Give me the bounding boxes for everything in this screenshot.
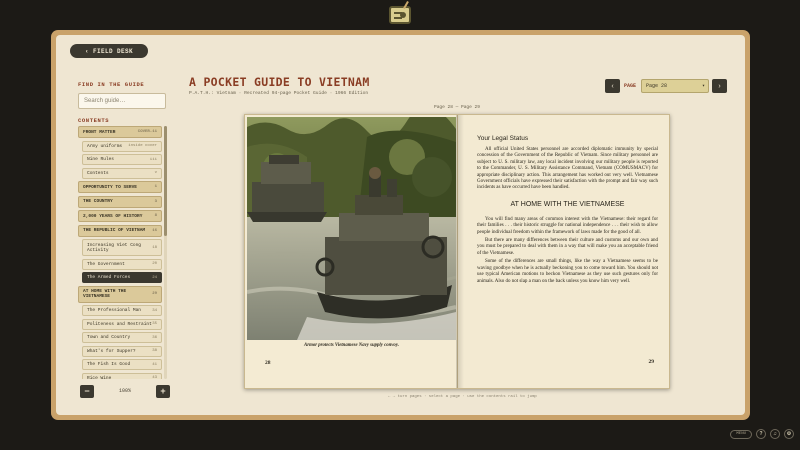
toc-item[interactable] bbox=[82, 259, 162, 270]
toc-item[interactable] bbox=[78, 126, 162, 138]
guide-screen bbox=[56, 35, 745, 415]
paragraph: But there are many differences between their culture and customs and our own and you must be prepared to deal with them in a way that will make you an acceptable friend of the Vietnamese. bbox=[477, 238, 658, 256]
toc-item[interactable] bbox=[78, 225, 162, 237]
sidebar bbox=[78, 81, 170, 124]
toc-item-label: AT HOME WITH THE VIETNAMESE bbox=[83, 289, 127, 299]
page-subtitle: P.A.T.H.: Vietnam · Recreated 94-page Pocket Guide · 1966 Edition bbox=[189, 91, 369, 96]
prev-page-button[interactable]: ‹ bbox=[605, 79, 620, 93]
menu-button[interactable]: MENU bbox=[730, 430, 752, 439]
toc-item-page: 36 bbox=[152, 335, 157, 340]
riverboat-photo bbox=[247, 117, 456, 340]
search-input[interactable]: Search guide… bbox=[78, 93, 166, 109]
page-select[interactable] bbox=[641, 79, 709, 93]
toc-item[interactable] bbox=[82, 272, 162, 283]
toc-item-page: iii bbox=[149, 157, 157, 162]
photo-caption: Armor protects Vietnamese Navy supply convoy. bbox=[304, 343, 399, 348]
toc-item-page: COVER-11 bbox=[137, 130, 157, 134]
toc-item-page: 41 bbox=[152, 362, 157, 367]
scrollbar-thumb[interactable] bbox=[164, 126, 167, 236]
toc-item-label: THE COUNTRY bbox=[83, 199, 113, 204]
toc-item-label: 2,000 YEARS OF HISTORY bbox=[83, 213, 143, 219]
toc-item-page: 24 bbox=[152, 275, 157, 280]
toc-item[interactable] bbox=[82, 332, 162, 343]
toc-item[interactable] bbox=[82, 373, 162, 380]
toc-item[interactable] bbox=[82, 346, 162, 357]
toc-item[interactable] bbox=[82, 305, 162, 316]
toc-item-page: 16 bbox=[152, 228, 157, 233]
toc-item-page: 29 bbox=[152, 292, 157, 296]
toc-item[interactable] bbox=[82, 154, 162, 165]
toc-item-label: Increasing Viet Cong Activity bbox=[87, 242, 142, 253]
radio-icon[interactable] bbox=[389, 6, 411, 24]
toc-item-page: 43 bbox=[152, 376, 157, 379]
paragraph: You will find many areas of common interest with the Vietnamese: their regard for their families . . . their historic struggle for national independence . . . their wish to allow people individual freedom within the framework of laws made for the good of all. bbox=[477, 216, 658, 235]
toc-item[interactable] bbox=[82, 239, 162, 256]
left-page-number: 28 bbox=[265, 360, 271, 366]
toc-item-page: 38 bbox=[152, 349, 157, 353]
toc-item-page: 3 bbox=[154, 199, 157, 204]
zoom-controls bbox=[80, 384, 170, 398]
toc-item-page: 34 bbox=[152, 308, 157, 313]
page-navigator bbox=[605, 79, 727, 93]
book-spread bbox=[244, 114, 670, 389]
right-page-number: 29 bbox=[648, 359, 654, 365]
right-page[interactable] bbox=[459, 115, 670, 388]
toc-item-label: Town and Country bbox=[87, 335, 131, 340]
contents-label: CONTENTS bbox=[78, 117, 110, 124]
field-desk-button[interactable]: ‹ FIELD DESK bbox=[70, 44, 148, 58]
toc-item[interactable] bbox=[82, 319, 162, 330]
toc-item-label: OPPORTUNITY TO SERVE bbox=[83, 184, 138, 190]
chapter-heading: AT HOME WITH THE VIETNAMESE bbox=[510, 200, 625, 208]
toc-item-label: THE REPUBLIC OF VIETNAM bbox=[83, 228, 146, 233]
find-label: FIND IN THE GUIDE bbox=[78, 81, 145, 88]
dial-knob bbox=[400, 12, 406, 18]
toc-item-label: Contents bbox=[87, 170, 109, 176]
toc-item-label: The Fish Is Good bbox=[87, 362, 131, 367]
toc-item-label: The Professional Man bbox=[87, 308, 142, 313]
keyboard-hint: ← → turn pages · select a page · use the contents rail to jump bbox=[388, 395, 537, 399]
chevron-down-icon: ▾ bbox=[702, 83, 706, 89]
toc-item-label: FRONT MATTER bbox=[83, 129, 116, 135]
left-page[interactable] bbox=[245, 115, 458, 388]
antenna-shape bbox=[403, 1, 409, 9]
toc-item-page: 8 bbox=[154, 214, 157, 218]
toc-item-page: 35 bbox=[152, 322, 157, 326]
toc-item-label: What's for Supper? bbox=[87, 348, 136, 354]
toc-item-page: 18 bbox=[152, 245, 157, 250]
gear-icon[interactable]: ⚙ bbox=[784, 429, 794, 439]
toc-item[interactable] bbox=[82, 141, 162, 152]
toc-item[interactable] bbox=[78, 286, 162, 303]
zoom-out-button[interactable]: − bbox=[80, 385, 94, 398]
section-heading: Your Legal Status bbox=[477, 135, 529, 142]
toc-item-label: The Government bbox=[87, 261, 125, 267]
paragraph: All official United States personnel are accorded diplomatic immunity by special concession of the Government of the Republic of Vietnam. Since military personnel are subject to U. S. military law, any local incident involving our military people is reported to the Commander, U. S. Military Assistance Command, Vietnam (COMUSMACV) for appropriate disciplinary action. This arrangement has worked out very well. Vietnamese Government officials have expressed their satisfaction with the prompt and fair way such incidents as have occurred have been handled. bbox=[477, 147, 658, 191]
next-page-button[interactable]: › bbox=[712, 79, 727, 93]
toc-item-label: Rice Wine bbox=[87, 375, 112, 379]
paragraph: Some of the differences are small things, like the way a Vietnamese seems to be waving goodbye when he is actually beckoning you to come toward him. You should not use typical American motions to beckon Vietnamese as they use such gestures only for animals. Also do not slap a man on the back unless you know him very well. bbox=[477, 259, 658, 284]
toc-item-page: 20 bbox=[152, 262, 157, 266]
zoom-in-button[interactable]: + bbox=[156, 385, 170, 398]
music-icon[interactable]: ♫ bbox=[770, 429, 780, 439]
toc-item[interactable] bbox=[82, 359, 162, 370]
zoom-level: 100% bbox=[118, 388, 131, 394]
page-label: PAGE bbox=[624, 83, 637, 89]
toc-item[interactable] bbox=[78, 196, 162, 208]
toc-item-label: Army uniforms bbox=[87, 143, 123, 149]
toc-item-label: Politeness and Restraint bbox=[87, 321, 152, 327]
toc-item-page: 1 bbox=[154, 185, 157, 189]
help-icon[interactable]: ? bbox=[756, 429, 766, 439]
toc-item-page: v bbox=[154, 171, 157, 175]
toc-item[interactable] bbox=[78, 210, 162, 222]
contents-list bbox=[78, 126, 162, 379]
toc-item-page: inside cover bbox=[128, 144, 157, 148]
toc-item[interactable] bbox=[82, 168, 162, 179]
page-title: A POCKET GUIDE TO VIETNAM bbox=[189, 75, 370, 89]
toc-item-label: The Armed Forces bbox=[87, 275, 131, 280]
bottom-controls bbox=[730, 429, 794, 439]
page-range: Page 28 — Page 29 bbox=[434, 105, 480, 110]
contents-scrollbar[interactable] bbox=[164, 126, 167, 379]
page-select-value: Page 28 bbox=[646, 83, 668, 89]
device-frame bbox=[51, 30, 750, 420]
toc-item[interactable] bbox=[78, 181, 162, 193]
toc-item-label: Nine Rules bbox=[87, 157, 115, 162]
